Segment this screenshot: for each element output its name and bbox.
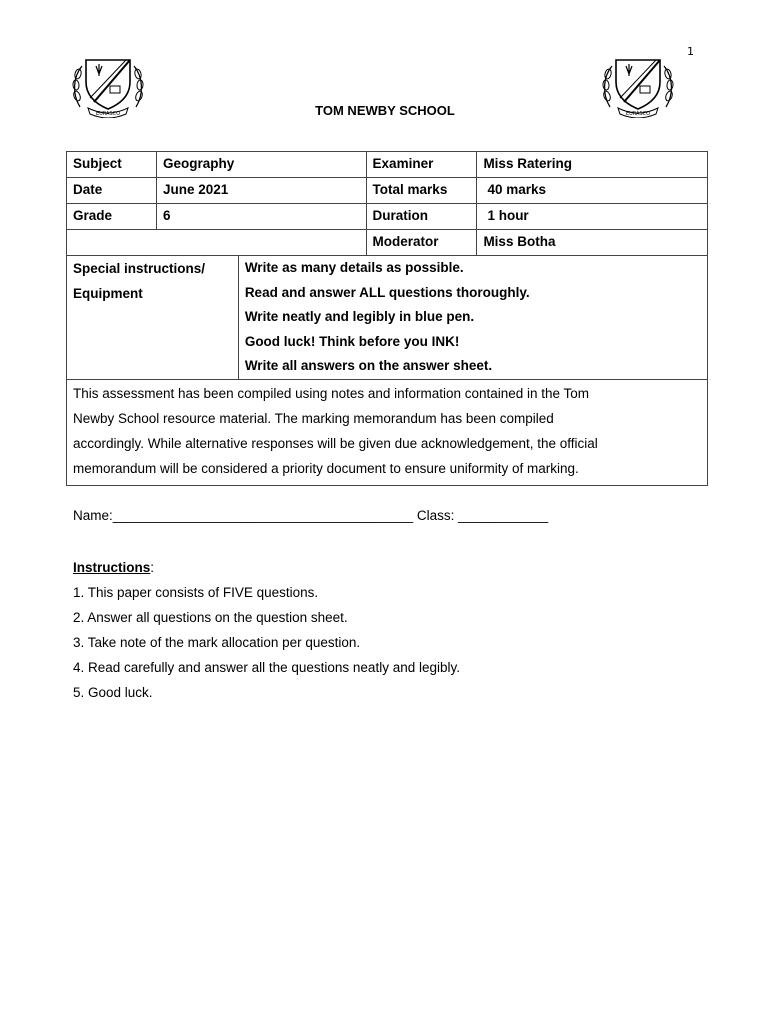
- table-row: [67, 230, 708, 256]
- special-label-line: Special instructions/: [73, 261, 206, 276]
- date-value: June 2021: [156, 178, 366, 204]
- special-instructions-list: [238, 256, 707, 380]
- moderator-label: Moderator: [366, 230, 477, 256]
- grade-label: Grade: [67, 204, 157, 230]
- table-row: [67, 178, 708, 204]
- list-item: 1. This paper consists of FIVE questions.: [73, 585, 319, 600]
- note-line: memorandum will be considered a priority document to ensure uniformity of marking.: [73, 460, 579, 476]
- total-marks-value: 40 marks: [477, 178, 708, 204]
- name-class-line: Name:________________________________________ Class: ____________: [73, 508, 549, 523]
- instructions-section: [73, 559, 460, 705]
- table-row: [67, 152, 708, 178]
- equipment-label-line: Equipment: [73, 286, 143, 301]
- list-item: 4. Read carefully and answer all the questions neatly and legibly.: [73, 660, 460, 675]
- list-item: 3. Take note of the mark allocation per question.: [73, 635, 361, 650]
- instructions-heading-line: [73, 559, 460, 576]
- svg-text:EURASCO: EURASCO: [95, 111, 121, 117]
- school-title: TOM NEWBY SCHOOL: [315, 103, 455, 118]
- note-line: Newby School resource material. The marking memorandum has been compiled: [73, 410, 554, 426]
- subject-label: Subject: [67, 152, 157, 178]
- list-item: 5. Good luck.: [73, 685, 153, 700]
- page-number: 1: [687, 45, 694, 58]
- examiner-value: Miss Ratering: [477, 152, 708, 178]
- table-row: [67, 256, 708, 380]
- total-marks-label: Total marks: [366, 178, 477, 204]
- note-line: accordingly. While alternative responses will be given due acknowledgement, the official: [73, 435, 598, 451]
- table-row: [67, 204, 708, 230]
- table-row: [67, 379, 708, 485]
- list-item: 2. Answer all questions on the question sheet.: [73, 610, 348, 625]
- moderator-value: Miss Botha: [477, 230, 708, 256]
- exam-details-table: [66, 151, 708, 486]
- list-item: Write as many details as possible.: [244, 260, 464, 275]
- instructions-heading: Instructions: [73, 560, 151, 575]
- note-line: This assessment has been compiled using notes and information contained in the Tom: [73, 385, 590, 401]
- list-item: Write neatly and legibly in blue pen.: [244, 309, 475, 324]
- assessment-note: [67, 379, 708, 485]
- duration-label: Duration: [366, 204, 477, 230]
- heading-colon: :: [150, 560, 155, 575]
- empty-cell: [67, 230, 367, 256]
- duration-value: 1 hour: [477, 204, 708, 230]
- list-item: Write all answers on the answer sheet.: [244, 358, 493, 373]
- list-item: Good luck! Think before you INK!: [244, 333, 460, 349]
- special-instructions-label: [67, 256, 239, 380]
- list-item: Read and answer ALL questions thoroughly.: [244, 284, 530, 300]
- subject-value: Geography: [156, 152, 366, 178]
- svg-text:EURASCO: EURASCO: [625, 111, 651, 117]
- examiner-label: Examiner: [366, 152, 477, 178]
- date-label: Date: [67, 178, 157, 204]
- grade-value: 6: [156, 204, 366, 230]
